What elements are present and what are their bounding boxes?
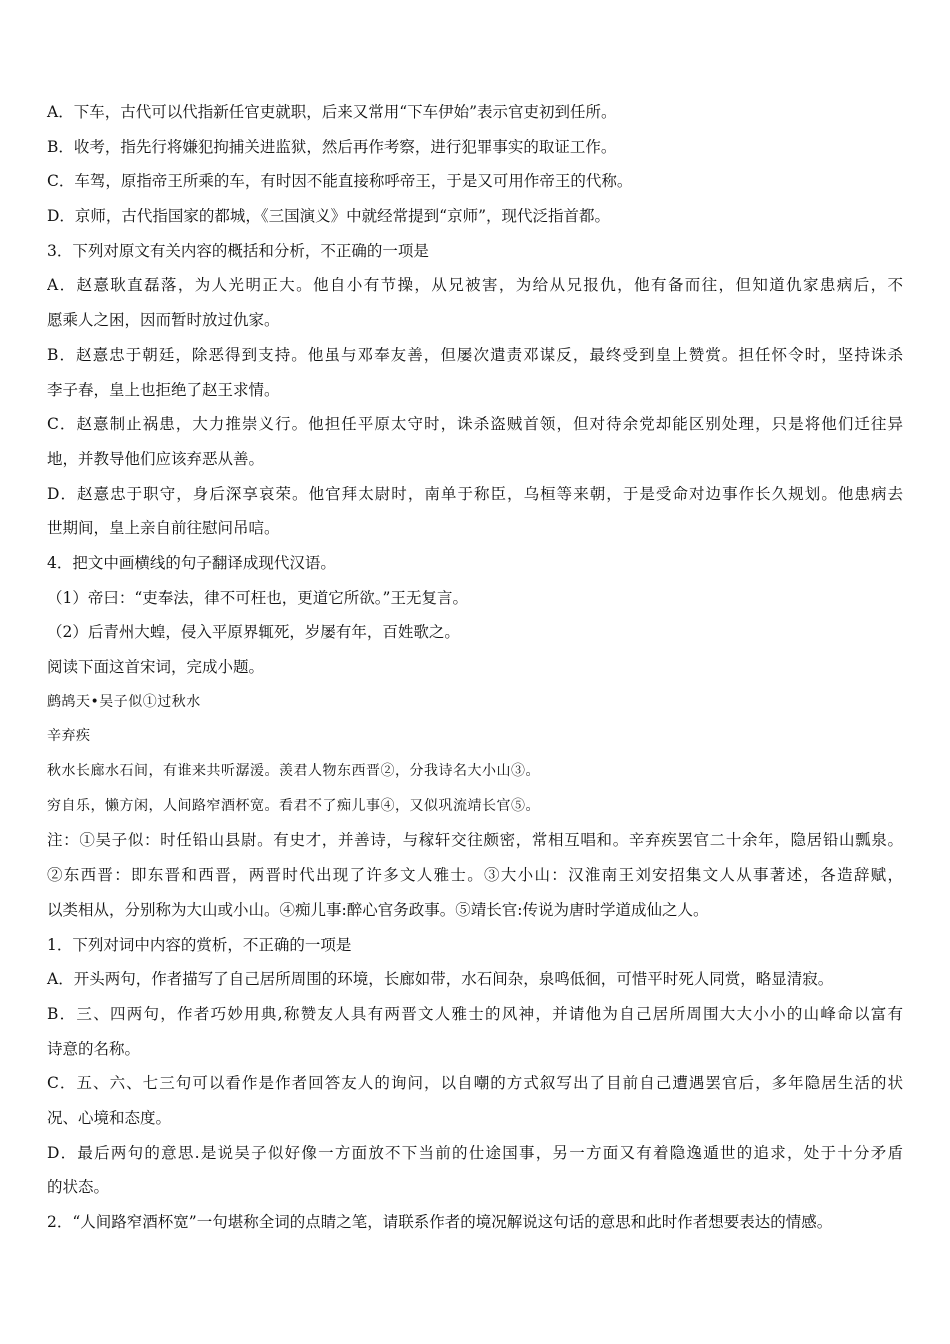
text-line: A．下车，古代可以代指新任官吏就职，后来又常用“下车伊始”表示官吏初到任所。 xyxy=(47,103,617,121)
option-paragraph xyxy=(47,997,903,1066)
text-line: 2．“人间路窄酒杯宽”一句堪称全词的点睛之笔，请联系作者的境况解说这句话的意思和此时作者想要表达的情感。 xyxy=(47,1213,833,1231)
text-line: 辛弃疾 xyxy=(47,728,91,745)
question-paragraph xyxy=(47,546,903,581)
question-paragraph xyxy=(47,234,903,269)
option-paragraph xyxy=(47,477,903,546)
text-line: B．三、四两句，作者巧妙用典,称赞友人具有两晋文人雅士的风神，并请他为自己居所周围大大小小的山峰命以富有 xyxy=(47,1004,903,1023)
question-paragraph xyxy=(47,1205,903,1240)
option-paragraph xyxy=(47,268,903,337)
text-line: 愿乘人之困，因而暂时放过仇家。 xyxy=(47,311,280,330)
text-line: 诗意的名称。 xyxy=(47,1039,141,1058)
text-line: 1．下列对词中内容的赏析，不正确的一项是 xyxy=(47,935,352,954)
sub-paragraph xyxy=(47,615,903,650)
option-paragraph xyxy=(47,130,903,165)
option-paragraph xyxy=(47,1066,903,1135)
text-line: 秋水长廊水石间，有谁来共听潺湲。羡君人物东西晋②，分我诗名大小山③。 xyxy=(47,763,540,780)
text-line: D．京师，古代指国家的都城，《三国演义》中就经常提到“京师”，现代泛指首都。 xyxy=(47,207,611,226)
option-paragraph xyxy=(47,199,903,234)
text-line: 3．下列对原文有关内容的概括和分析，不正确的一项是 xyxy=(47,241,429,260)
text-line: 4．把文中画横线的句子翻译成现代汉语。 xyxy=(47,553,336,572)
option-paragraph xyxy=(47,407,903,476)
question-paragraph xyxy=(47,928,903,963)
text-line: （2）后青州大蝗，侵入平原界辄死，岁屡有年，百姓歌之。 xyxy=(47,623,460,642)
poem-paragraph xyxy=(47,685,903,720)
option-paragraph xyxy=(47,962,903,997)
text-line: 地，并教导他们应该弃恶从善。 xyxy=(47,449,265,468)
text-line: 世期间，皇上亲自前往慰问吊唁。 xyxy=(47,519,280,538)
text-line: 况、心境和态度。 xyxy=(47,1108,172,1127)
option-paragraph xyxy=(47,338,903,407)
text-line: （1）帝曰：“吏奉法，律不可枉也，更道它所欲。”王无复言。 xyxy=(47,588,468,607)
text-line: 注：①吴子似：时任铅山县尉。有史才，并善诗，与稼轩交往颇密，常相互唱和。辛弃疾罢官二十余年，隐居铅山瓢泉。 xyxy=(47,831,903,850)
text-line: A．开头两句，作者描写了自己居所周围的环境，长廊如带，水石间杂，泉鸣低徊，可惜平时死人同赏，略显清寂。 xyxy=(47,970,834,989)
option-paragraph xyxy=(47,164,903,199)
poem-paragraph xyxy=(47,789,903,824)
text-line: 鹧鸪天•吴子似①过秋水 xyxy=(47,693,201,710)
text-line: 阅读下面这首宋词，完成小题。 xyxy=(47,658,265,676)
document-body xyxy=(47,95,903,1240)
text-line: C．车驾，原指帝王所乘的车，有时因不能直接称呼帝王，于是又可用作帝王的代称。 xyxy=(47,172,633,191)
text-line: B．赵憙忠于朝廷，除恶得到支持。他虽与邓奉友善，但屡次遣责邓谋反，最终受到皇上赞赏。担任怀令时，坚持诛杀 xyxy=(47,345,903,364)
text-line: D．赵憙忠于职守，身后深享哀荣。他官拜太尉时，南单于称臣，乌桓等来朝，于是受命对边事作长久规划。他患病去 xyxy=(47,484,903,503)
intro-paragraph xyxy=(47,650,903,685)
poem-paragraph xyxy=(47,719,903,754)
text-line: A．赵憙耿直磊落，为人光明正大。他自小有节操，从兄被害，为给从兄报仇，他有备而往，但知道仇家患病后，不 xyxy=(47,276,903,295)
text-line: C．赵憙制止祸患，大力推崇义行。他担任平原太守时，诛杀盗贼首领，但对待余党却能区别处理，只是将他们迁往异 xyxy=(47,415,903,434)
text-line: 穷自乐，懒方闲，人间路窄酒杯宽。看君不了痴儿事④，又似巩流靖长官⑤。 xyxy=(47,797,540,814)
text-line: 的状态。 xyxy=(47,1178,110,1197)
poem-paragraph xyxy=(47,754,903,789)
option-paragraph xyxy=(47,95,903,130)
option-paragraph xyxy=(47,1136,903,1205)
text-line: B．收考，指先行将嫌犯拘捕关进监狱，然后再作考察，进行犯罪事实的取证工作。 xyxy=(47,137,617,156)
text-line: C．五、六、七三句可以看作是作者回答友人的询问，以自嘲的方式叙写出了目前自己遭遇罢官后，多年隐居生活的状 xyxy=(47,1074,903,1093)
sub-paragraph xyxy=(47,581,903,616)
text-line: 李子春，皇上也拒绝了赵王求情。 xyxy=(47,380,280,399)
text-line: D．最后两句的意思.是说吴子似好像一方面放不下当前的仕途国事，另一方面又有着隐逸遁世的追求，处于十分矛盾 xyxy=(47,1143,903,1162)
text-line: 以类相从，分别称为大山或小山。④痴儿事:醉心官务政事。⑤靖长官:传说为唐时学道成仙之人。 xyxy=(47,900,709,919)
text-line: ②东西晋：即东晋和西晋，两晋时代出现了许多文人雅士。③大小山：汉淮南王刘安招集文人从事著述，各造辞赋， xyxy=(47,866,903,885)
note-paragraph xyxy=(47,823,903,927)
